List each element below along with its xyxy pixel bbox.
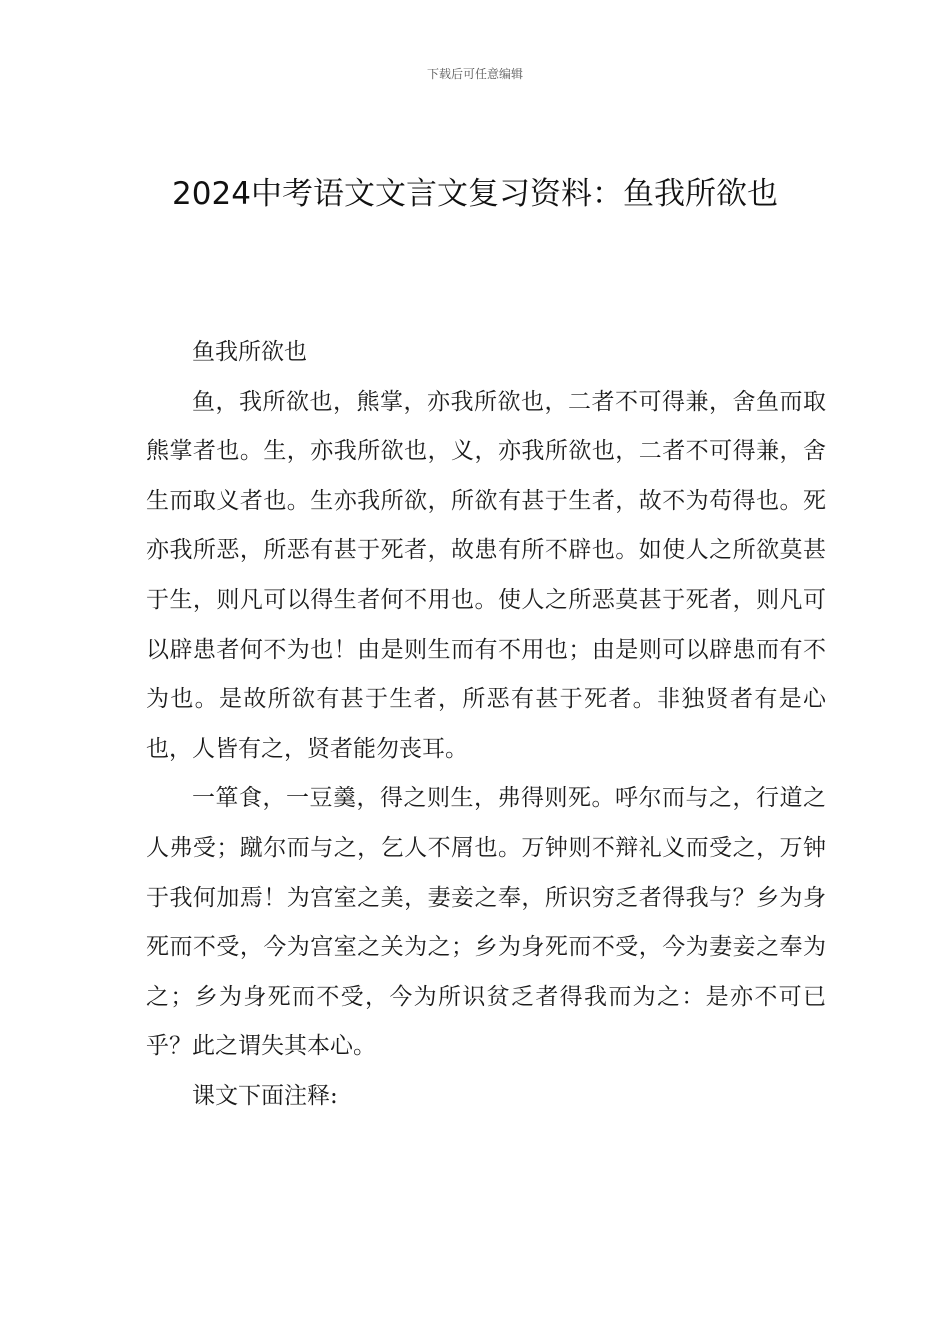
notes-heading: 课文下面注释: — [192, 1082, 338, 1109]
document-title: 2024中考语文文言文复习资料：鱼我所欲也 — [172, 176, 778, 212]
section-heading: 鱼我所欲也 — [192, 339, 307, 365]
paragraph: 一箪食，一豆羹，得之则生，弗得则死。呼尔而与之，行道之人弗受；蹴尔而与之，乞人不屑也。万钟则不辩礼义而受之，万钟于我何加焉！为宫室之美，妻妾之奉，所识穷乏者得我与？乡为身死而不受，今为宫室之关为之；乡为身死而不受，今为妻妾之奉为之；乡为身死而不受，今为所识贫乏者得我而为之：是亦不可已乎？此之谓失其本心。 — [146, 785, 826, 1060]
paragraph: 鱼，我所欲也，熊掌，亦我所欲也，二者不可得兼，舍鱼而取熊掌者也。生，亦我所欲也，义，亦我所欲也，二者不可得兼，舍生而取义者也。生亦我所欲，所欲有甚于生者，故不为苟得也。死亦我所恶，所恶有甚于死者，故患有所不辟也。如使人之所欲莫甚于生，则凡可以得生者何不用也。使人之所恶莫甚于死者，则凡可以辟患者何不为也！由是则生而有不用也；由是则可以辟患而有不为也。是故所欲有甚于生者，所恶有甚于死者。非独贤者有是心也，人皆有之，贤者能勿丧耳。 — [146, 388, 826, 762]
document-body — [146, 328, 826, 1122]
page-header-note: 下载后可任意编辑 — [426, 67, 523, 81]
